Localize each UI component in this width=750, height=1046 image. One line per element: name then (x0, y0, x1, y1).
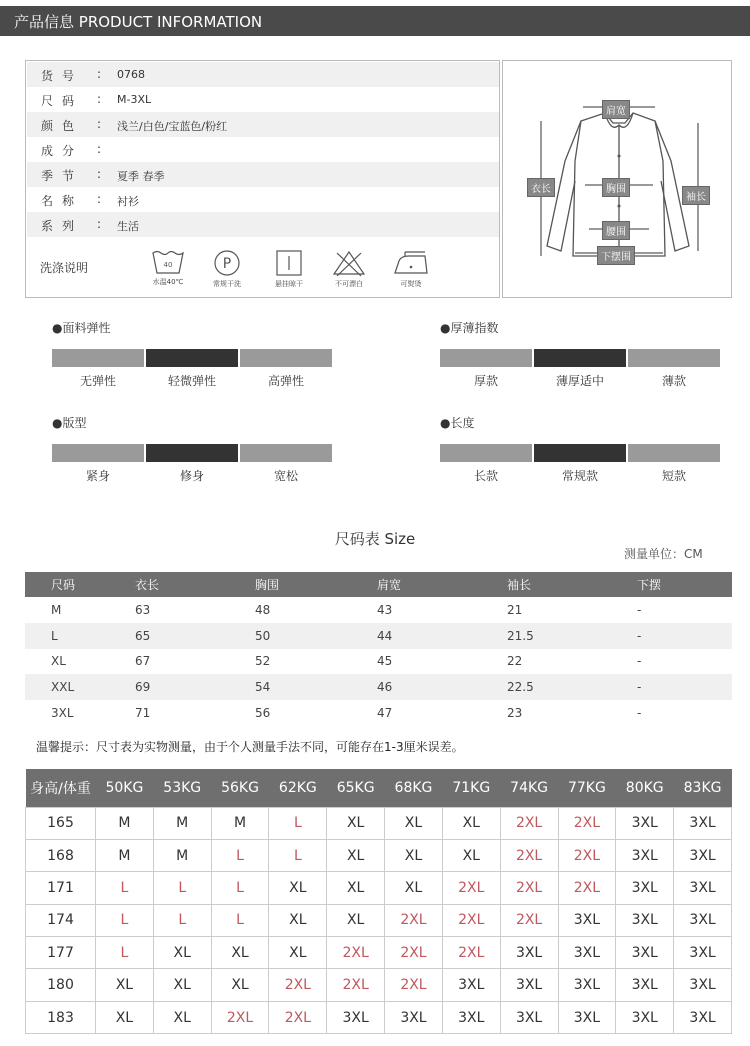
size-chart-cell: 45 (377, 654, 393, 669)
size-chart-row (25, 700, 732, 726)
recommended-size-cell: XL (269, 904, 327, 936)
hang-dry-item (259, 249, 319, 289)
fit-bar-segment (146, 444, 238, 462)
size-chart-cell: 56 (255, 706, 271, 721)
recommended-size-cell: 2XL (269, 969, 327, 1001)
recommended-size-cell: XL (269, 937, 327, 969)
size-chart-row (25, 649, 732, 675)
iron-icon (391, 249, 431, 277)
info-label: 尺码 (41, 94, 84, 108)
size-chart-cell: XXL (25, 674, 135, 700)
elasticity-title: ●面料弹性 (52, 321, 111, 335)
size-chart-cell: 43 (377, 602, 393, 617)
recommended-size-cell: XL (96, 969, 154, 1001)
info-value: M-3XL (117, 93, 152, 106)
length-title: ●长度 (440, 416, 475, 430)
recommended-size-cell: XL (153, 937, 211, 969)
chest-tag: 胸围 (602, 178, 630, 197)
height-row (26, 969, 732, 1001)
size-chart-cell: 21.5 (507, 623, 637, 649)
info-value: 衬衫 (117, 195, 139, 208)
size-chart-header-cell: 胸围 (255, 572, 377, 597)
recommended-size-cell: 2XL (385, 969, 443, 1001)
recommended-size-cell: XL (327, 904, 385, 936)
recommended-size-cell: 3XL (442, 1001, 500, 1033)
size-chart-unit: 测量单位：CM (624, 547, 703, 561)
size-chart-cell: 65 (135, 623, 255, 649)
recommended-size-cell: 2XL (442, 904, 500, 936)
recommended-size-cell: XL (211, 969, 269, 1001)
hem-tag: 下摆围 (597, 246, 635, 265)
size-chart-header-cell: 肩宽 (377, 572, 507, 597)
shoulder-width-tag: 肩宽 (602, 100, 630, 119)
info-value: 生活 (117, 220, 139, 233)
info-value: 浅兰/白色/宝蓝色/粉红 (117, 120, 228, 133)
recommended-size-cell: M (153, 839, 211, 871)
size-chart-cell: 67 (135, 654, 151, 669)
hang-dry-icon (274, 249, 304, 277)
weight-header-cell: 50KG (96, 769, 154, 807)
size-chart-cell: 69 (135, 674, 255, 700)
svg-text:40: 40 (163, 261, 173, 269)
fit-scale (52, 414, 337, 484)
weight-header-cell: 62KG (269, 769, 327, 807)
recommended-size-cell: 2XL (500, 807, 558, 839)
size-chart-cell: 50 (255, 623, 377, 649)
thickness-bar-segment (440, 349, 532, 367)
size-chart-cell: 52 (255, 654, 271, 669)
thickness-bar-segment (534, 349, 626, 367)
recommended-size-cell: 3XL (674, 904, 732, 936)
size-chart-cell: 22.5 (507, 674, 637, 700)
no-bleach-icon (331, 249, 367, 277)
info-row (27, 212, 499, 237)
shirt-measurement-diagram (502, 60, 732, 298)
recommended-size-cell: L (96, 904, 154, 936)
recommended-size-cell: 3XL (674, 872, 732, 904)
recommended-size-cell: L (211, 904, 269, 936)
height-cell: 183 (26, 1001, 96, 1033)
elasticity-option-label: 高弹性 (267, 374, 304, 388)
size-chart-cell: XL (51, 654, 66, 669)
fit-bar-segment (240, 444, 332, 462)
size-chart-cell: M (51, 602, 62, 617)
height-weight-header-row (26, 769, 732, 807)
length-bar-segment (534, 444, 626, 462)
recommended-size-cell: XL (153, 969, 211, 1001)
info-row (27, 112, 499, 137)
fit-title: ●版型 (52, 416, 87, 430)
recommended-size-cell: 3XL (500, 969, 558, 1001)
recommended-size-cell: XL (327, 807, 385, 839)
recommended-size-cell: 3XL (674, 839, 732, 871)
size-chart-cell: 54 (255, 674, 377, 700)
info-colon: : (97, 192, 102, 206)
recommended-size-cell: 3XL (674, 807, 732, 839)
recommended-size-cell: L (269, 807, 327, 839)
recommended-size-cell: XL (327, 872, 385, 904)
length-option-label: 短款 (661, 469, 686, 483)
recommended-size-cell: L (211, 872, 269, 904)
size-chart-row (25, 674, 732, 700)
fit-option-label: 紧身 (85, 469, 110, 483)
height-row (26, 807, 732, 839)
recommended-size-cell: 3XL (327, 1001, 385, 1033)
wash-40-item (138, 249, 198, 287)
recommended-size-cell: L (96, 872, 154, 904)
recommended-size-cell: 3XL (558, 904, 616, 936)
no-bleach-item (319, 249, 379, 289)
recommended-size-cell: M (96, 839, 154, 871)
size-chart-title: 尺码表 Size (334, 530, 416, 548)
info-row (27, 187, 499, 212)
height-row (26, 904, 732, 936)
info-colon: : (97, 142, 102, 156)
recommended-size-cell: L (269, 839, 327, 871)
height-row (26, 1001, 732, 1033)
size-chart-cell: 48 (255, 602, 271, 617)
height-cell: 165 (26, 807, 96, 839)
height-cell: 177 (26, 937, 96, 969)
recommended-size-cell: 2XL (385, 904, 443, 936)
dry-clean-item (197, 249, 257, 289)
size-chart-cell: 22 (507, 654, 523, 669)
recommended-size-cell: 3XL (442, 969, 500, 1001)
recommended-size-cell: XL (327, 839, 385, 871)
thickness-title: ●厚薄指数 (440, 321, 499, 335)
info-colon: : (97, 167, 102, 181)
section-header (0, 6, 750, 36)
recommended-size-cell: XL (269, 872, 327, 904)
wash-40-caption: 水温40℃ (152, 278, 184, 286)
recommended-size-cell: 2XL (558, 807, 616, 839)
elasticity-scale (52, 319, 337, 389)
iron-caption: 可熨烫 (400, 280, 422, 288)
size-chart-row (25, 623, 732, 649)
elasticity-option-label: 无弹性 (79, 374, 116, 388)
recommended-size-cell: XL (96, 1001, 154, 1033)
thickness-bar-segment (628, 349, 720, 367)
length-option-label: 常规款 (561, 469, 598, 483)
info-label: 名称 (41, 194, 84, 208)
recommended-size-cell: 2XL (558, 839, 616, 871)
size-chart-cell: 44 (377, 623, 507, 649)
recommended-size-cell: 3XL (616, 1001, 674, 1033)
size-chart-cell: 63 (135, 602, 151, 617)
recommended-size-cell: M (211, 807, 269, 839)
recommended-size-cell: 3XL (500, 1001, 558, 1033)
recommended-size-cell: XL (385, 807, 443, 839)
recommended-size-cell: 2XL (500, 904, 558, 936)
weight-header-cell: 68KG (385, 769, 443, 807)
recommended-size-cell: 3XL (616, 904, 674, 936)
size-chart-cell: - (637, 623, 732, 649)
recommended-size-cell: 2XL (211, 1001, 269, 1033)
recommended-size-cell: XL (385, 872, 443, 904)
info-row (27, 62, 499, 87)
info-colon: : (97, 67, 102, 81)
size-chart-row (25, 597, 732, 623)
fit-option-label: 修身 (179, 469, 204, 483)
size-chart-cell: - (637, 674, 732, 700)
size-chart-cell: - (637, 654, 642, 669)
recommended-size-cell: 3XL (674, 969, 732, 1001)
length-bar-segment (628, 444, 720, 462)
product-info-panel (25, 60, 500, 298)
height-weight-table (25, 769, 732, 1034)
section-title: 产品信息 PRODUCT INFORMATION (14, 13, 263, 31)
height-row (26, 872, 732, 904)
thickness-option-label: 薄款 (661, 374, 686, 388)
wash-40-icon (151, 249, 185, 275)
info-value: 夏季 春季 (117, 170, 165, 183)
recommended-size-cell: 2XL (327, 969, 385, 1001)
size-chart-cell: 23 (507, 706, 523, 721)
size-chart-header-cell: 袖长 (507, 572, 637, 597)
elasticity-bar-segment (240, 349, 332, 367)
length-bar-segment (440, 444, 532, 462)
recommended-size-cell: 3XL (385, 1001, 443, 1033)
thickness-option-label: 薄厚适中 (555, 374, 604, 388)
size-chart-cell: - (637, 602, 642, 617)
size-chart-cell: L (25, 623, 135, 649)
height-cell: 174 (26, 904, 96, 936)
size-chart-cell: 47 (377, 706, 393, 721)
no-bleach-caption: 不可漂白 (335, 280, 363, 288)
elasticity-option-label: 轻微弹性 (167, 374, 216, 388)
recommended-size-cell: 3XL (558, 969, 616, 1001)
recommended-size-cell: 2XL (558, 872, 616, 904)
hang-dry-caption: 悬挂晾干 (275, 280, 303, 288)
recommended-size-cell: 2XL (500, 839, 558, 871)
recommended-size-cell: XL (211, 937, 269, 969)
svg-text:P: P (222, 256, 232, 272)
recommended-size-cell: XL (442, 807, 500, 839)
info-colon: : (97, 217, 102, 231)
height-row (26, 937, 732, 969)
thickness-scale (440, 319, 725, 389)
weight-header-cell: 83KG (674, 769, 732, 807)
weight-header-cell: 65KG (327, 769, 385, 807)
recommended-size-cell: L (96, 937, 154, 969)
length-scale (440, 414, 725, 484)
fit-option-label: 宽松 (273, 469, 298, 483)
recommended-size-cell: XL (385, 839, 443, 871)
info-row (27, 137, 499, 162)
wash-instructions-label: 洗涤说明 (40, 261, 89, 275)
recommended-size-cell: 3XL (674, 1001, 732, 1033)
recommended-size-cell: 3XL (500, 937, 558, 969)
size-chart-cell: 3XL (51, 706, 74, 721)
info-value: 0768 (117, 68, 145, 81)
iron-item (381, 249, 441, 289)
size-chart-cell: 21 (507, 602, 523, 617)
info-colon: : (97, 117, 102, 131)
sleeve-tag: 袖长 (682, 186, 710, 205)
size-chart-cell: 46 (377, 674, 507, 700)
recommended-size-cell: 3XL (616, 872, 674, 904)
height-row (26, 839, 732, 871)
recommended-size-cell: 2XL (327, 937, 385, 969)
height-cell: 171 (26, 872, 96, 904)
elasticity-bar-segment (52, 349, 144, 367)
weight-header-cell: 53KG (153, 769, 211, 807)
info-label: 货号 (41, 69, 84, 83)
size-chart-header-cell: 下摆 (637, 572, 732, 597)
weight-header-cell: 80KG (616, 769, 674, 807)
waist-tag: 腰围 (602, 221, 630, 240)
dry-clean-icon (212, 249, 242, 277)
info-label: 系列 (41, 219, 84, 233)
info-colon: : (97, 92, 102, 106)
height-cell: 168 (26, 839, 96, 871)
recommended-size-cell: XL (153, 1001, 211, 1033)
recommended-size-cell: 3XL (558, 937, 616, 969)
weight-header-cell: 77KG (558, 769, 616, 807)
recommended-size-cell: 3XL (616, 937, 674, 969)
recommended-size-cell: 2XL (500, 872, 558, 904)
recommended-size-cell: 2XL (442, 872, 500, 904)
thickness-option-label: 厚款 (473, 374, 498, 388)
size-chart-cell: - (637, 706, 642, 721)
weight-header-cell: 56KG (211, 769, 269, 807)
recommended-size-cell: 2XL (385, 937, 443, 969)
recommended-size-cell: L (153, 872, 211, 904)
length-option-label: 长款 (473, 469, 498, 483)
info-row (27, 87, 499, 112)
length-tag: 衣长 (527, 178, 555, 197)
recommended-size-cell: M (153, 807, 211, 839)
recommended-size-cell: 2XL (269, 1001, 327, 1033)
recommended-size-cell: L (211, 839, 269, 871)
info-label: 颜色 (41, 119, 84, 133)
height-cell: 180 (26, 969, 96, 1001)
recommended-size-cell: 3XL (558, 1001, 616, 1033)
info-label: 季节 (41, 169, 84, 183)
info-label: 成分 (41, 144, 84, 158)
weight-header-cell: 71KG (442, 769, 500, 807)
recommended-size-cell: 3XL (674, 937, 732, 969)
size-chart-table (25, 572, 732, 726)
fit-bar-segment (52, 444, 144, 462)
recommended-size-cell: M (96, 807, 154, 839)
dry-clean-caption: 常规干洗 (213, 280, 241, 288)
recommended-size-cell: L (153, 904, 211, 936)
size-chart-cell: 71 (135, 706, 151, 721)
recommended-size-cell: 3XL (616, 807, 674, 839)
elasticity-bar-segment (146, 349, 238, 367)
recommended-size-cell: XL (442, 839, 500, 871)
recommended-size-cell: 3XL (616, 839, 674, 871)
recommended-size-cell: 3XL (616, 969, 674, 1001)
measurement-tip: 温馨提示：尺寸表为实物测量，由于个人测量手法不同，可能存在1-3厘米误差。 (36, 740, 464, 754)
size-chart-header-row (25, 572, 732, 597)
info-row (27, 162, 499, 187)
size-chart-header-cell: 衣长 (135, 572, 255, 597)
size-chart-header-cell: 尺码 (25, 572, 135, 597)
height-weight-corner: 身高/体重 (26, 769, 96, 807)
weight-header-cell: 74KG (500, 769, 558, 807)
recommended-size-cell: 2XL (442, 937, 500, 969)
